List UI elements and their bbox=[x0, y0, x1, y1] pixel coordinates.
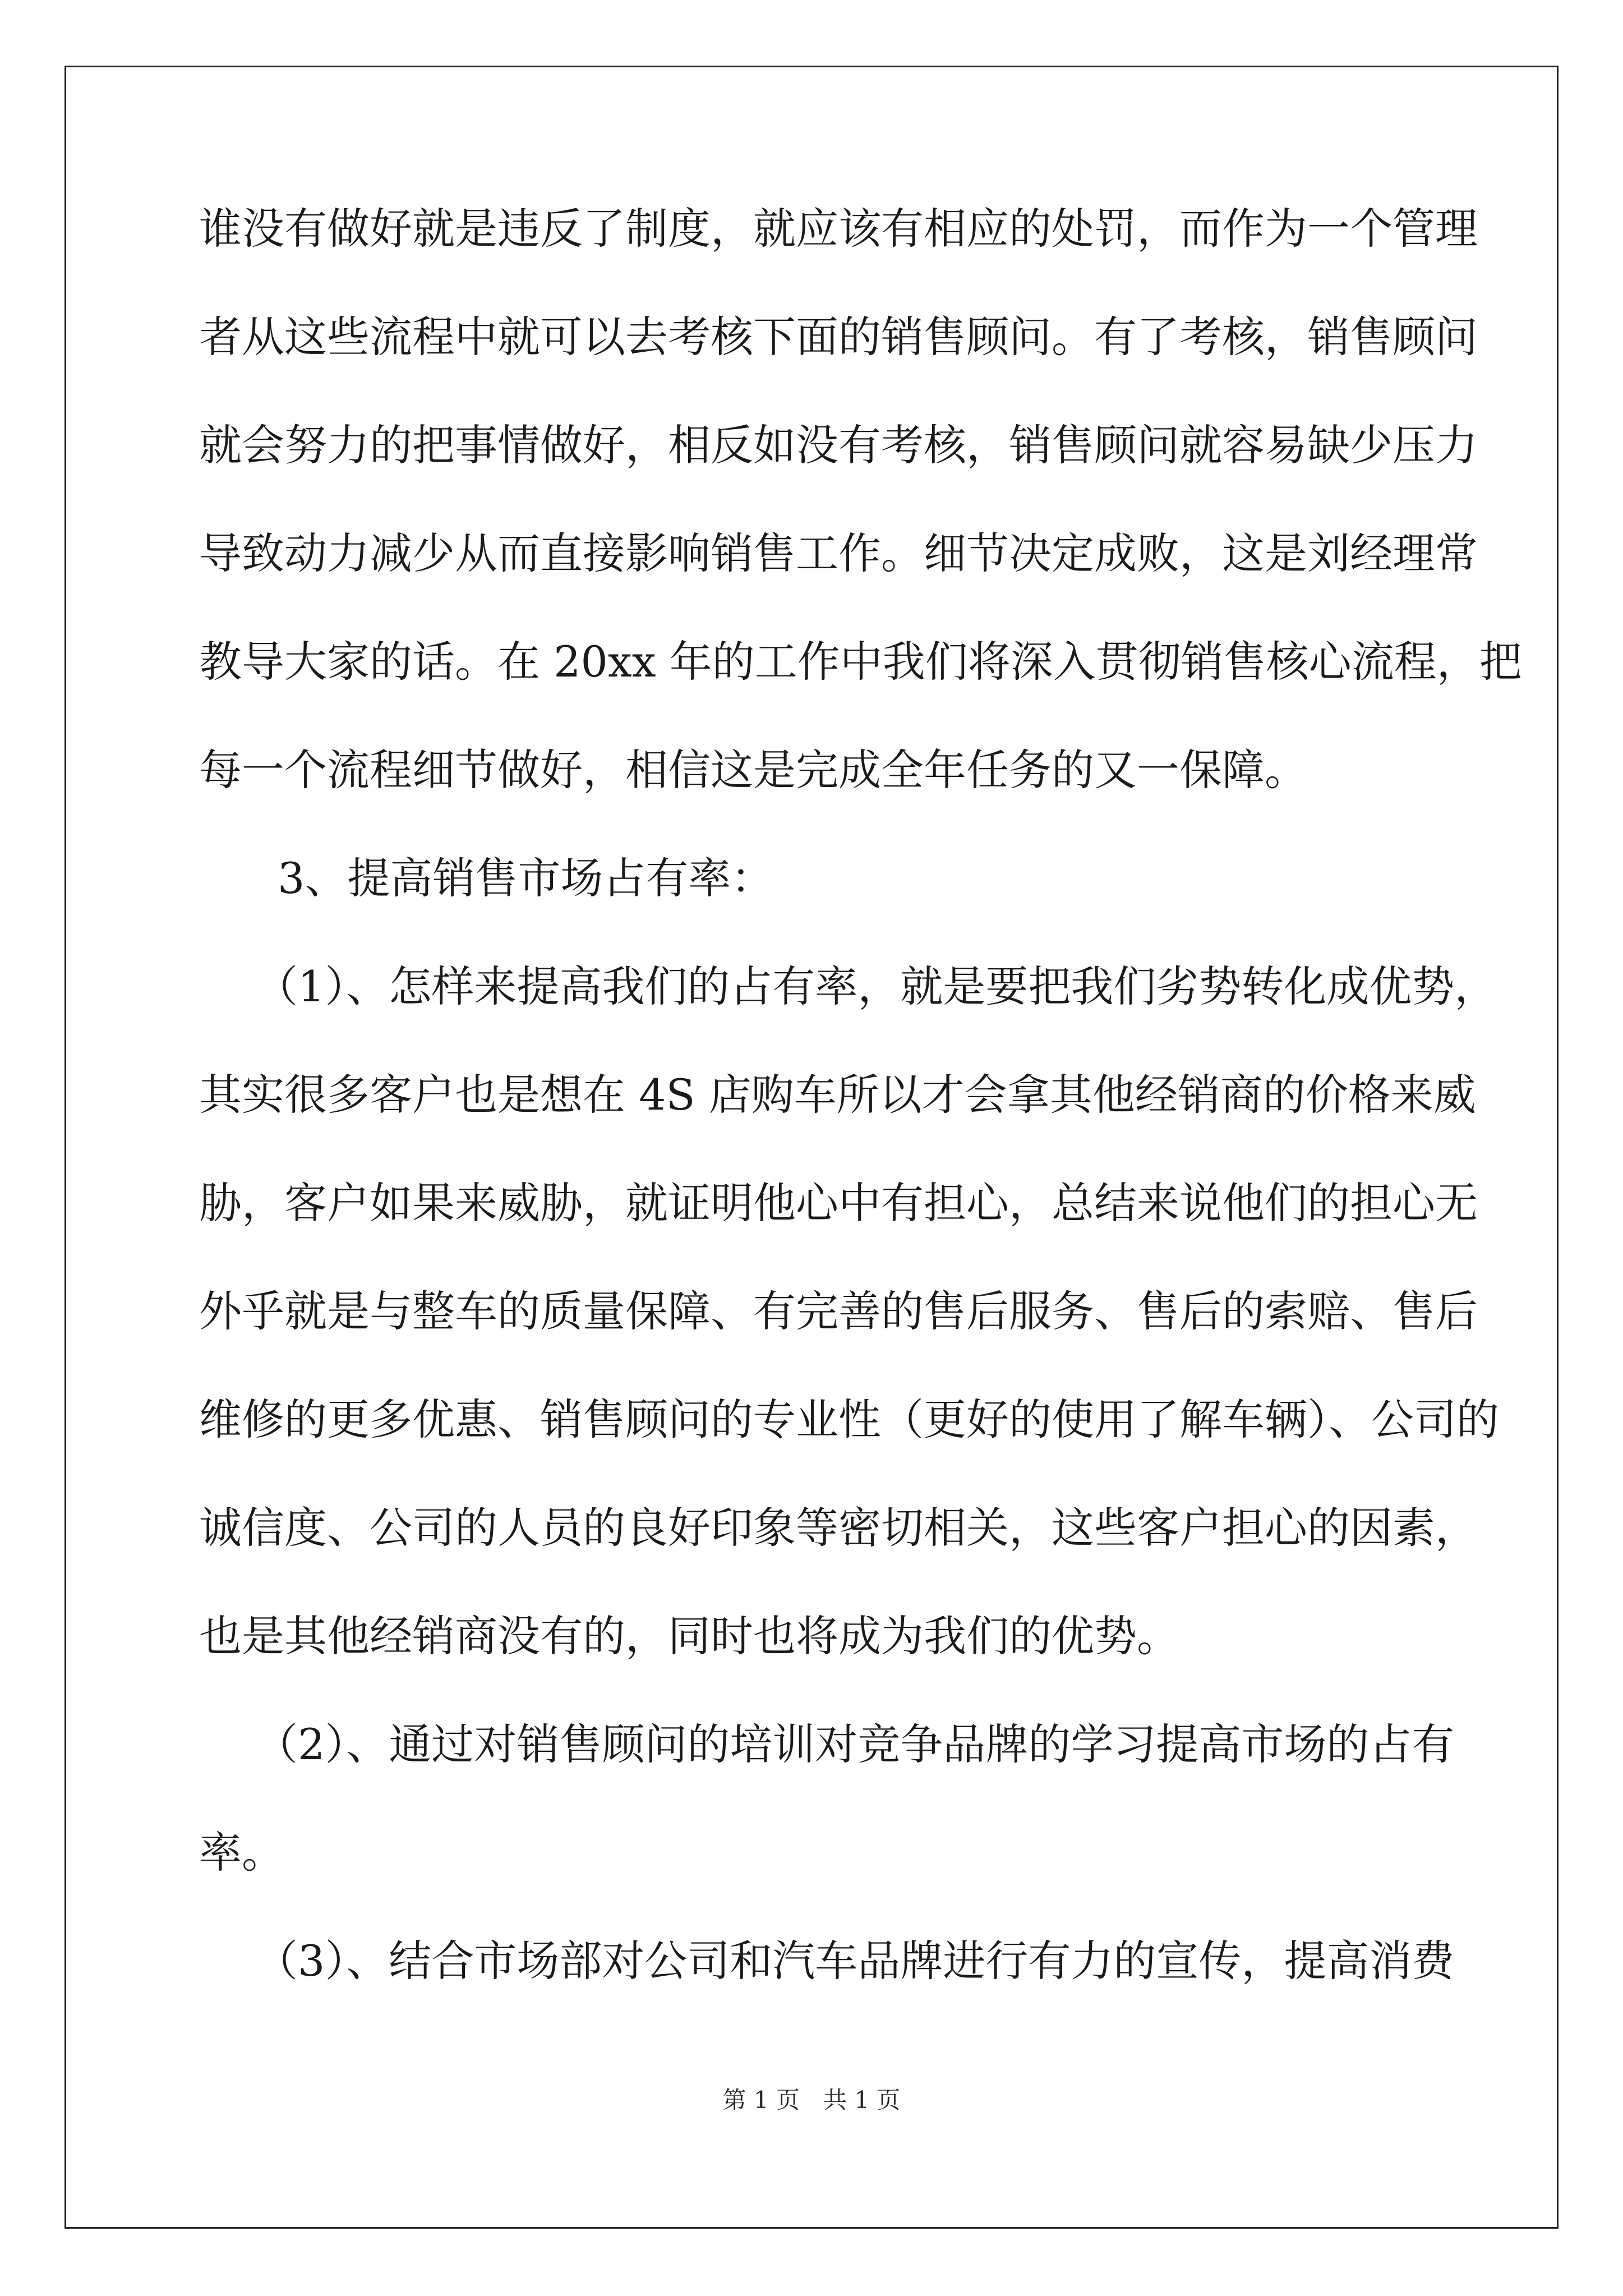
text-line: 诚信度、公司的人员的良好印象等密切相关，这些客户担心的因素， bbox=[199, 1503, 1478, 1553]
text-line: 谁没有做好就是违反了制度，就应该有相应的处罚，而作为一个管理 bbox=[199, 204, 1478, 254]
text-line: 也是其他经销商没有的，同时也将成为我们的优势。 bbox=[199, 1611, 1179, 1661]
text-line: （3）、结合市场部对公司和汽车品牌进行有力的宣传，提高消费 bbox=[255, 1936, 1455, 1986]
page-number: 第 1 页 共 1 页 bbox=[722, 2086, 901, 2114]
section-heading: 3、提高销售市场占有率： bbox=[278, 853, 774, 903]
text-line: 率。 bbox=[199, 1828, 284, 1878]
text-line: （1）、怎样来提高我们的占有率，就是要把我们劣势转化成优势， bbox=[255, 961, 1497, 1011]
text-line: 外乎就是与整车的质量保障、有完善的售后服务、售后的索赔、售后 bbox=[199, 1286, 1478, 1336]
text-line: 者从这些流程中就可以去考核下面的销售顾问。有了考核，销售顾问 bbox=[199, 312, 1478, 362]
text-line: （2）、通过对销售顾问的培训对竞争品牌的学习提高市场的占有 bbox=[255, 1719, 1455, 1769]
text-line: 教导大家的话。在 20xx 年的工作中我们将深入贯彻销售核心流程，把 bbox=[199, 637, 1522, 687]
text-line: 导致动力减少从而直接影响销售工作。细节决定成败，这是刘经理常 bbox=[199, 528, 1478, 578]
text-line: 其实很多客户也是想在 4S 店购车所以才会拿其他经销商的价格来威 bbox=[199, 1070, 1476, 1120]
text-line: 胁，客户如果来威胁，就证明他心中有担心，总结来说他们的担心无 bbox=[199, 1178, 1478, 1228]
text-line: 维修的更多优惠、销售顾问的专业性（更好的使用了解车辆）、公司的 bbox=[199, 1395, 1499, 1444]
text-line: 就会努力的把事情做好，相反如没有考核，销售顾问就容易缺少压力 bbox=[199, 420, 1478, 470]
text-line: 每一个流程细节做好，相信这是完成全年任务的又一保障。 bbox=[199, 745, 1307, 795]
page-border bbox=[64, 66, 1559, 2229]
